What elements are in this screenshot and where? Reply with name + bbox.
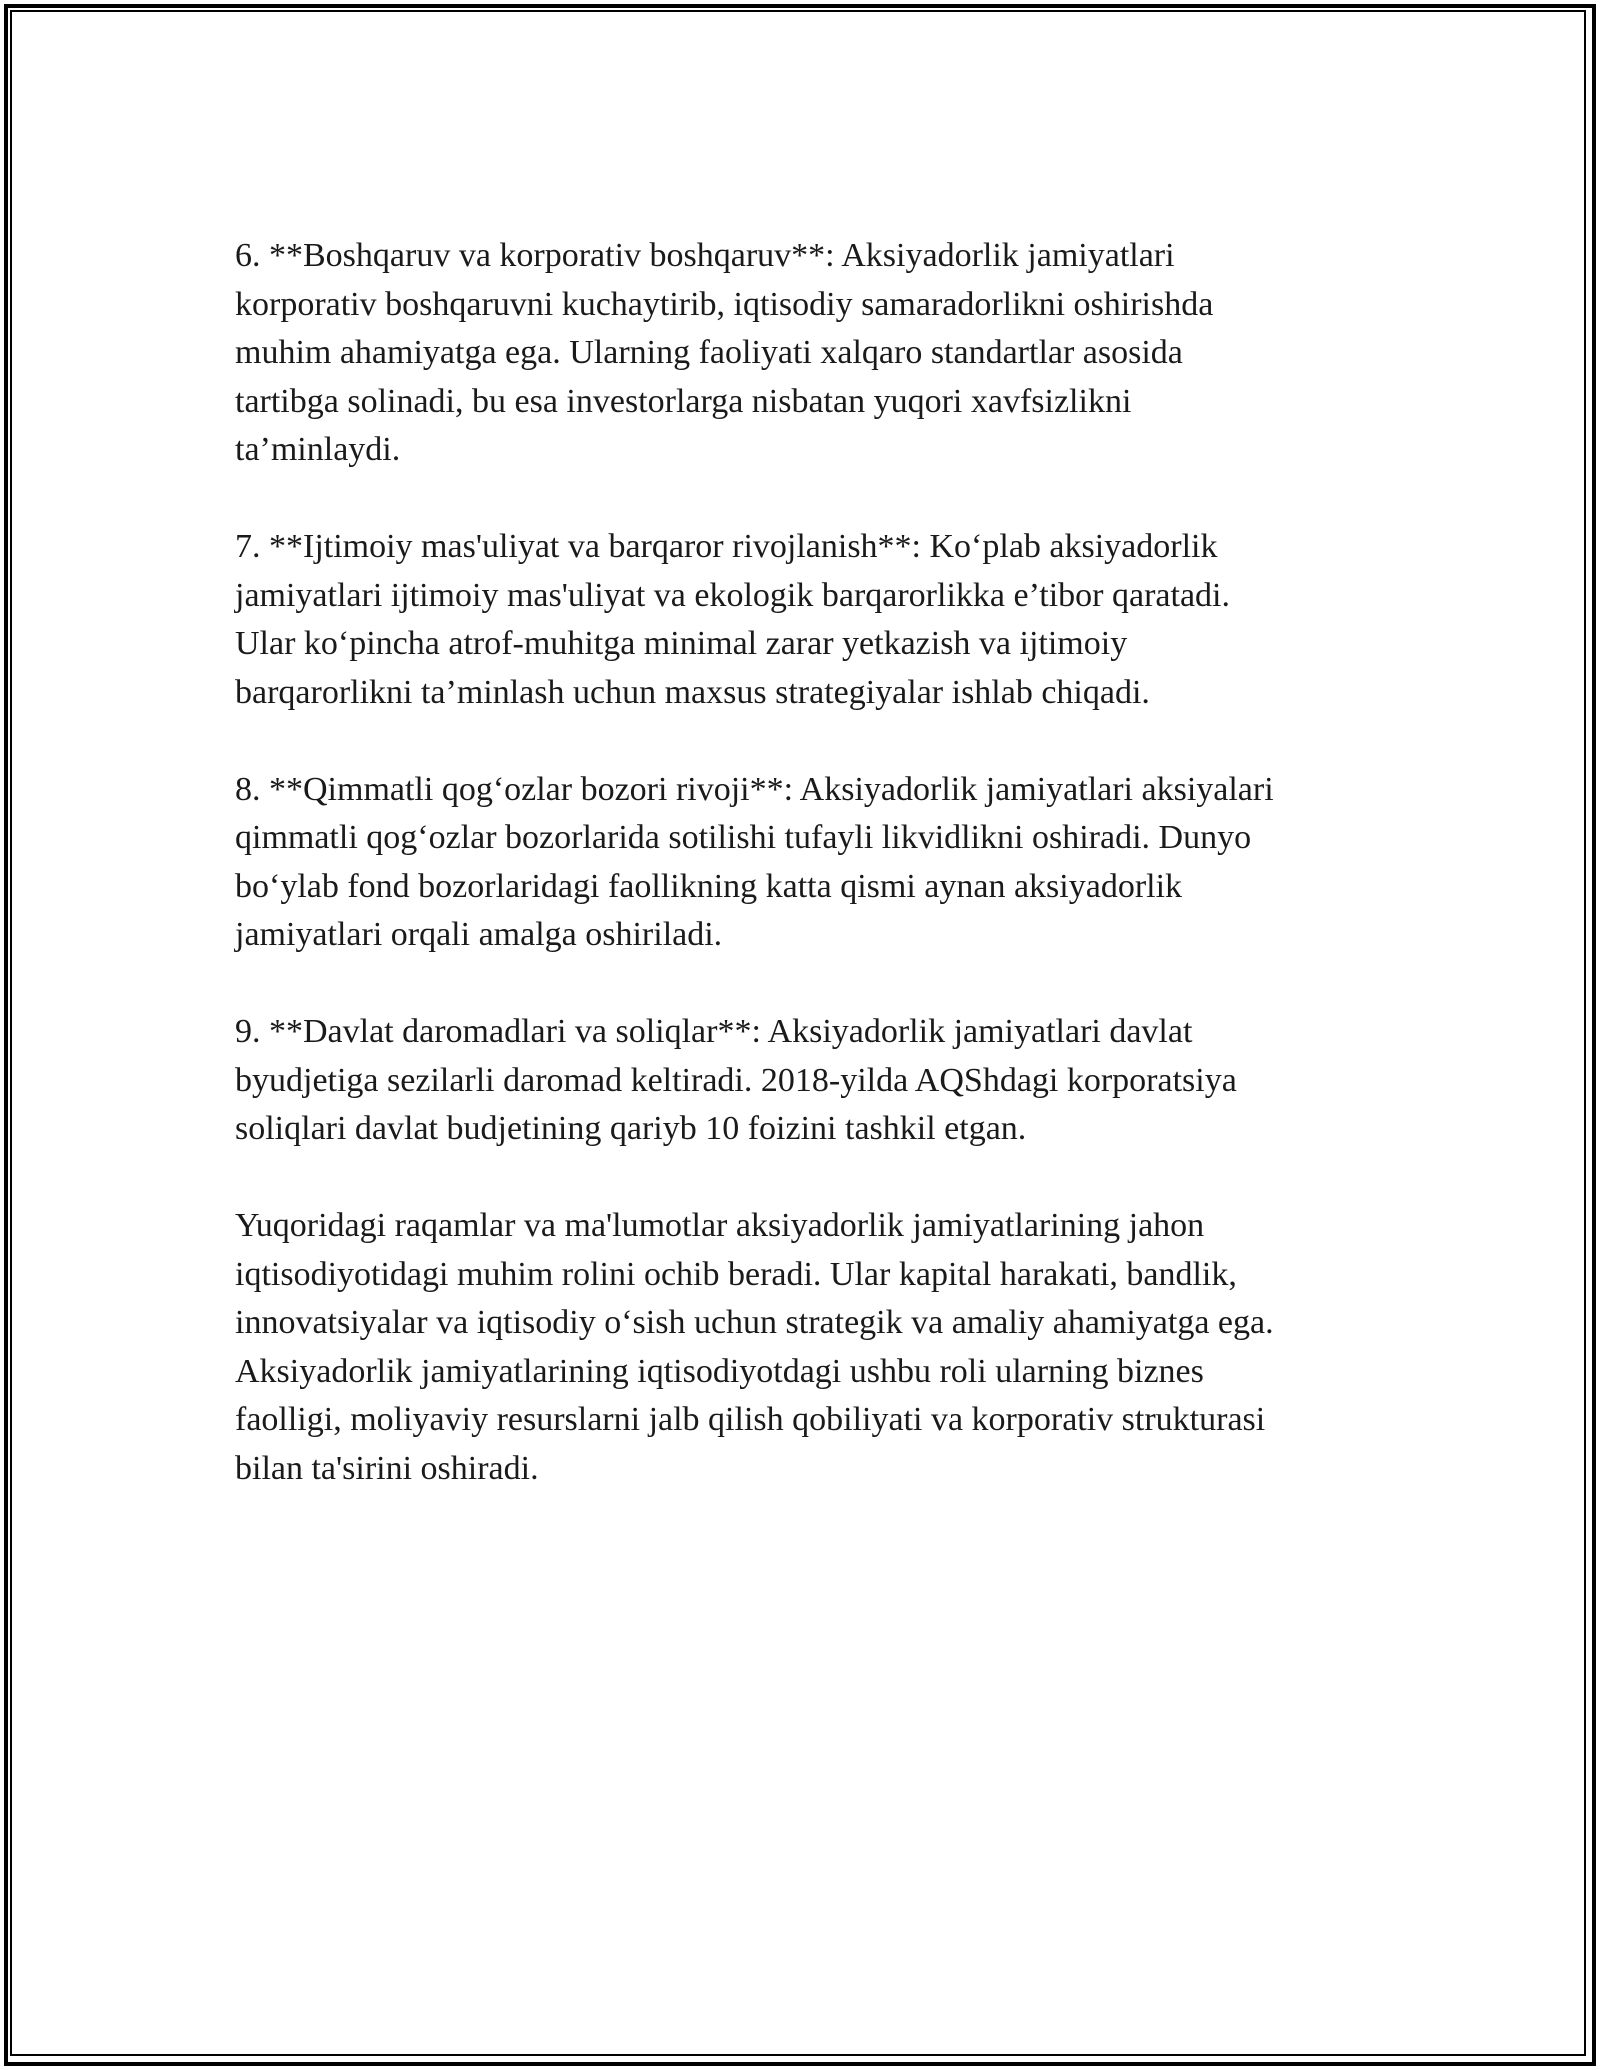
text-line: boʻylab fond bozorlaridagi faollikning katta qismi aynan aksiyadorlik (235, 867, 1183, 905)
text-line: 8. **Qimmatli qogʻozlar bozori rivoji**: Aksiyadorlik jamiyatlari aksiyalari (235, 770, 1274, 808)
paragraph-governance (235, 232, 1375, 475)
text-line: bilan ta'sirini oshiradi. (235, 1449, 539, 1487)
text-line: 6. **Boshqaruv va korporativ boshqaruv**: Aksiyadorlik jamiyatlari (235, 237, 1175, 274)
text-line: Yuqoridagi raqamlar va ma'lumotlar aksiyadorlik jamiyatlarining jahon (235, 1207, 1205, 1244)
text-line: innovatsiyalar va iqtisodiy oʻsish uchun strategik va amaliy ahamiyatga ega. (235, 1304, 1274, 1341)
text-line: 9. **Davlat daromadlari va soliqlar**: Aksiyadorlik jamiyatlari davlat (235, 1013, 1193, 1050)
text-line: Aksiyadorlik jamiyatlarining iqtisodiyotdagi ushbu roli ularning biznes (235, 1352, 1204, 1390)
text-line: qimmatli qogʻozlar bozorlarida sotilishi tufayli likvidlikni oshiradi. Dunyo (235, 819, 1252, 856)
text-line: soliqlari davlat budjetining qariyb 10 foizini tashkil etgan. (235, 1110, 1027, 1147)
text-line: Ular koʻpincha atrof-muhitga minimal zarar yetkazish va ijtimoiy (235, 625, 1128, 662)
text-line: byudjetiga sezilarli daromad keltiradi. 2018-yilda AQShdagi korporatsiya (235, 1061, 1237, 1099)
text-line: barqarorlikni ta’minlash uchun maxsus strategiyalar ishlab chiqadi. (235, 673, 1150, 711)
text-line: korporativ boshqaruvni kuchaytirib, iqtisodiy samaradorlikni oshirishda (235, 285, 1214, 323)
paragraph-securities-market (235, 766, 1375, 960)
text-line: jamiyatlari ijtimoiy mas'uliyat va ekologik barqarorlikka e’tibor qaratadi. (235, 576, 1230, 614)
text-line: faolligi, moliyaviy resurslarni jalb qilish qobiliyati va korporativ strukturasi (235, 1401, 1266, 1438)
paragraph-state-revenue (235, 1008, 1375, 1154)
text-line: ta’minlaydi. (235, 431, 401, 468)
text-line: tartibga solinadi, bu esa investorlarga nisbatan yuqori xavfsizlikni (235, 382, 1132, 420)
text-line: muhim ahamiyatga ega. Ularning faoliyati xalqaro standartlar asosida (235, 334, 1183, 371)
text-line: jamiyatlari orqali amalga oshiriladi. (235, 916, 723, 953)
paragraph-conclusion (235, 1202, 1375, 1493)
text-line: 7. **Ijtimoiy mas'uliyat va barqaror rivojlanish**: Koʻplab aksiyadorlik (235, 528, 1218, 565)
paragraph-social-responsibility (235, 523, 1375, 717)
text-line: iqtisodiyotidagi muhim rolini ochib beradi. Ular kapital harakati, bandlik, (235, 1255, 1237, 1293)
document-body (235, 232, 1375, 1542)
